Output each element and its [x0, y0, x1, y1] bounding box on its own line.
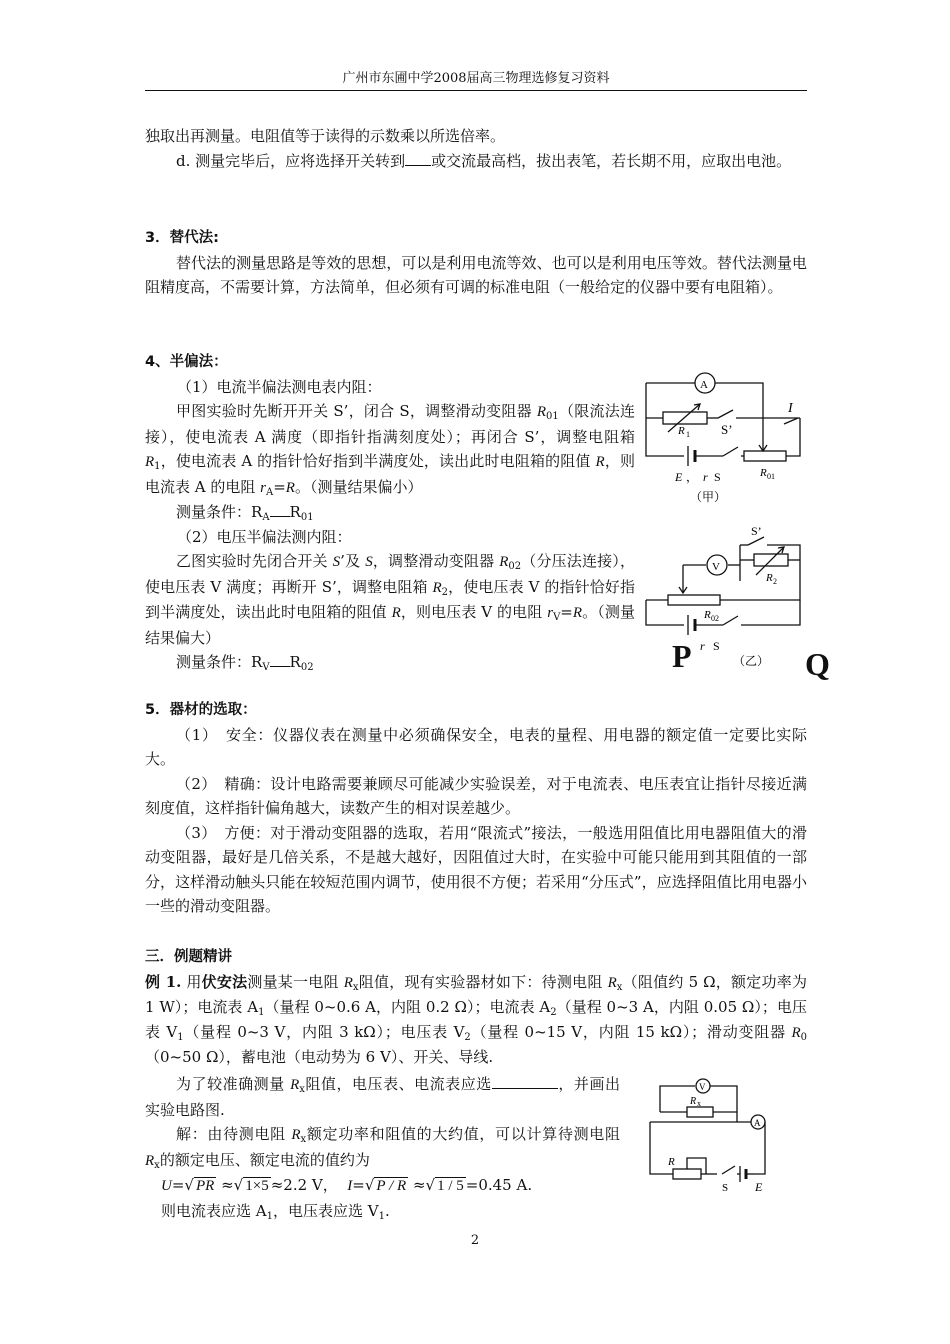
svg-text:S: S	[714, 470, 721, 484]
paragraph-voltage: 乙图实验时先闭合开关 S’及 S，调整滑动变阻器 $R_{02}$（分压法连接），使电压表 V 满度；再断开 S’，调整电阻箱 $R_2$，使电压表 V 的指针恰好指到半满度处，读出此时电阻箱的阻值 R，则电压表 V 的电阻 $r_V=R$。（测量结果偏大）	[145, 552, 635, 647]
svg-text:R: R	[760, 467, 767, 479]
example-1-solution	[145, 1072, 620, 1223]
label-q: Q	[805, 646, 830, 682]
page-number: 2	[470, 1233, 480, 1248]
paragraph-current: 甲图实验时先断开开关 S’，闭合 S，调整滑动变阻器 $R_{01}$（限流法连接），使电流表 A 满度（即指针指满刻度处）；再闭合 S’，调整电阻箱 $R_1$，使电流表 A 的指针恰好指到半满度处，读出此时电阻箱的阻值 R，则电流表 A 的电阻 $r_A=R$。（测量结果偏小）	[145, 402, 635, 498]
svg-text:R: R	[678, 425, 685, 437]
svg-text:（乙）: （乙）	[733, 654, 770, 668]
svg-text:A: A	[700, 379, 708, 391]
svg-text:E: E	[675, 470, 683, 484]
intro-block	[145, 124, 807, 173]
section-half-deflection	[145, 350, 635, 675]
section-body: 替代法的测量思路是等效的思想，可以是利用电流等效、也可以是利用电压等效。替代法测量电阻精度高，不需要计算，方法简单，但必须有可调的标准电阻（一般给定的仪器中要有电阻箱）。	[145, 253, 807, 296]
section-title: 3．替代法:	[145, 230, 219, 246]
section-substitution	[145, 226, 807, 300]
page-header: 广州市东圃中学2008届高三物理选修复习资料	[145, 67, 807, 91]
resistor-box-r1	[663, 412, 707, 424]
svg-text:V: V	[712, 561, 720, 573]
svg-text:x: x	[697, 1099, 701, 1108]
question: 为了较准确测量 $R_x$阻值，电压表、电流表应选 ，并画出实验电路图.	[145, 1075, 620, 1119]
svg-text:r: r	[700, 639, 705, 653]
circuit-diagram-jia	[638, 368, 813, 508]
example-1: 例 1. 用伏安法测量某一电阻 $R_x$阻值，现有实验器材如下：待测电阻 $R_x$（阻值约 5 Ω，额定功率为 1 W）；电流表 $A_1$（量程 0~0.6 A，内阻 0.2 Ω）；电流表 $A_2$（量程 0~3 A，内阻 0.05 Ω）；电压表 $V_1$（量程 0~3 V，内阻 3 kΩ）；电压表 $V_2$（量程 0~15 V，内阻 15 kΩ）；滑动变阻器 $R_0(0\sim 50$ Ω），蓄电池（电动势为 6 V）、开关、导线.	[145, 972, 807, 1066]
step-d: d. 测量完毕后，应将选择开关转到 或交流最高档，拔出表笔，若长期不用，应取出电池。	[176, 151, 792, 170]
section-title: 三．例题精讲	[145, 949, 232, 965]
section-title: 4、半偏法：	[145, 354, 228, 370]
rheostat-r	[673, 1169, 701, 1179]
svg-text:S’: S’	[751, 524, 762, 538]
label-p: P	[672, 638, 692, 674]
conclusion: 则电流表应选 $A_1$，电压表应选 $V_1$.	[161, 1201, 390, 1222]
resistor-rx	[687, 1107, 713, 1117]
switch-s	[723, 616, 738, 625]
svg-text:R: R	[668, 1156, 675, 1168]
switch-s	[723, 447, 738, 456]
circuit-diagram-yi	[638, 520, 813, 670]
svg-text:S: S	[713, 639, 720, 653]
svg-text:（甲）: （甲）	[690, 490, 727, 504]
switch-s-prime	[748, 537, 764, 545]
svg-text:S’: S’	[721, 422, 733, 437]
condition-voltage: 测量条件：$R_V$ $R_{02}$	[176, 653, 314, 673]
intro-line: 独取出再测量。电阻值等于读得的示数乘以所选倍率。	[145, 127, 506, 145]
svg-text:，: ，	[686, 470, 699, 484]
svg-text:R: R	[690, 1096, 697, 1107]
switch-s	[722, 1166, 735, 1174]
svg-text:S: S	[722, 1182, 729, 1194]
circuit-diagram-example	[640, 1074, 810, 1199]
sub-title-current: （1）电流半偏法测电表内阻：	[177, 377, 382, 396]
svg-text:V: V	[699, 1082, 706, 1092]
svg-text:02: 02	[711, 614, 719, 623]
section-examples	[145, 945, 807, 1070]
svg-text:1: 1	[686, 430, 690, 439]
svg-text:I: I	[788, 401, 793, 416]
rheostat-r01	[744, 451, 786, 461]
sub-title-voltage: （2）电压半偏法测内阻：	[177, 527, 352, 546]
svg-text:r: r	[703, 470, 708, 484]
switch-s-prime	[718, 410, 733, 418]
item-safety: （1） 安全：仪器仪表在测量中必须确保安全，电表的量程、用电器的额定值一定要比实际大。	[145, 725, 807, 768]
svg-text:2: 2	[773, 577, 777, 586]
svg-text:R: R	[704, 609, 711, 621]
solution-text: 解：由待测电阻 $R_x$额定功率和阻值的大约值，可以计算待测电阻 $R_x$的额定电压、额定电流的值约为	[145, 1125, 620, 1171]
svg-text:01: 01	[767, 472, 775, 481]
svg-text:R: R	[766, 572, 773, 584]
svg-text:E: E	[755, 1180, 763, 1194]
section-title: 5．器材的选取：	[145, 702, 257, 718]
item-precision: （2） 精确：设计电路需要兼顾尽可能减少实验误差，对于电流表、电压表宜让指针尽接近满刻度值，这样指针偏角越大，读数产生的相对误差越少。	[145, 774, 807, 817]
condition-current: 测量条件：$R_A$ $R_{01}$	[176, 503, 314, 523]
section-equipment	[145, 698, 807, 919]
formula: U=√ PR ≈√ 1×5 ≈2.2 V， I=√ P / R ≈√ 1 / 5 =0.45 A.	[161, 1176, 533, 1194]
item-convenience: （3） 方便：对于滑动变阻器的选取，若用“限流式”接法，一般选用阻值比用电器阻值大的滑动变阻器，最好是几倍关系，不是越大越好，因阻值过大时，在实验中可能只能用到其阻值的一部分，这样滑动触头只能在较短范围内调节，使用很不方便；若采用“分压式”，应选择阻值比用电器小一些的滑动变阻器。	[145, 823, 807, 915]
rheostat-r02	[668, 595, 720, 605]
svg-text:A: A	[754, 1118, 761, 1128]
